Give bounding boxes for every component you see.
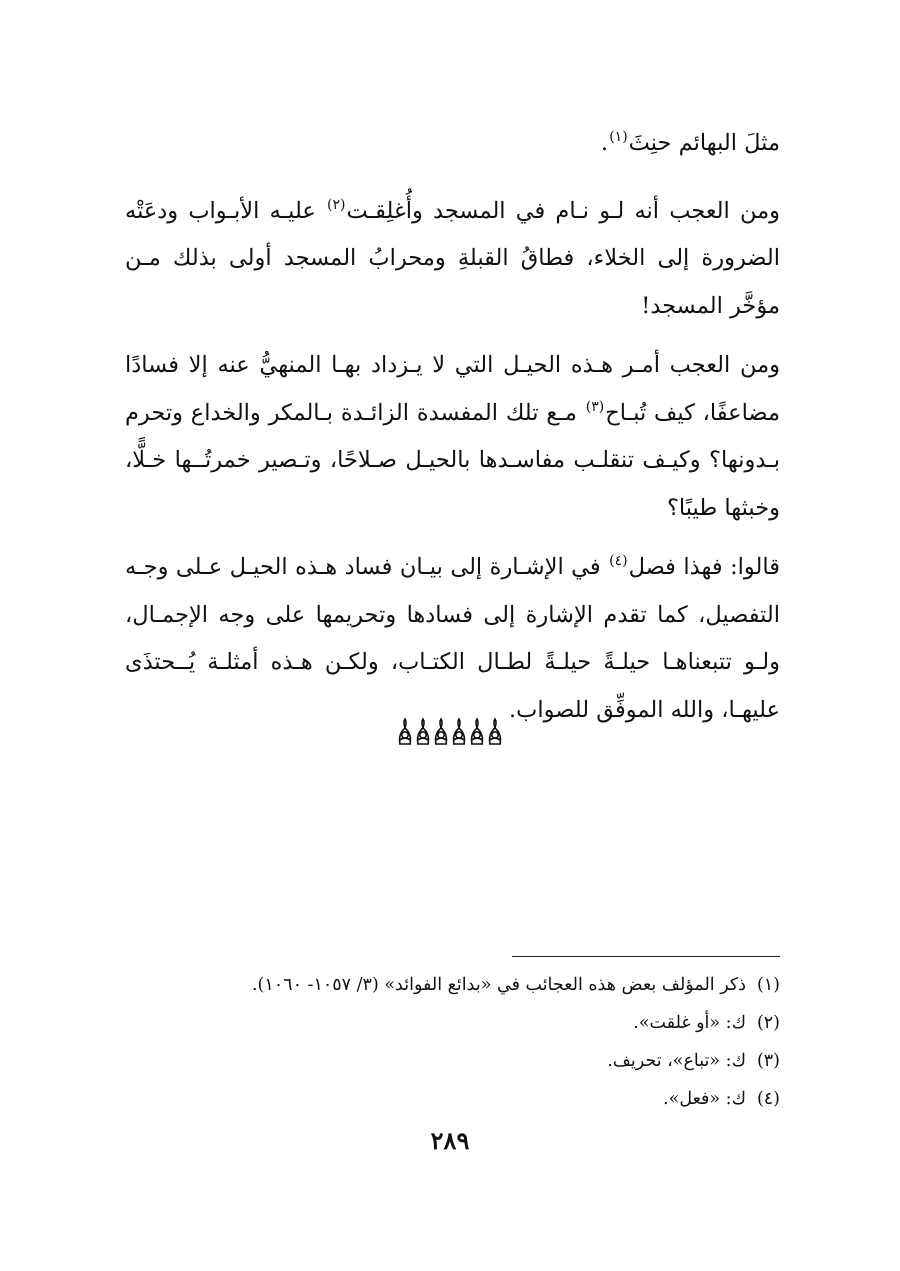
- footnote-1: (١)ذكر المؤلف بعض هذه العجائب في «بدائع الفوائد» (٣/ ١٠٥٧- ١٠٦٠).: [251, 975, 780, 995]
- main-text: [125, 120, 780, 746]
- page-number: ٢٨٩: [430, 1126, 470, 1155]
- footnote-2: (٢)ك: «أو غلقت».: [633, 1013, 780, 1033]
- footnote-separator: [512, 956, 780, 957]
- paragraph-1: مثلَ البهائم حنِثَ$^{(١)}$.: [601, 129, 780, 156]
- footnote-ref-3: (٣): [585, 398, 605, 415]
- paragraph-3: ومن العجب أمـر هـذه الحيـل التي لا يـزداد بهـا المنهيُّ عنه إلا فسادًا مضاعفًا، كيف تُبـاح$^{(٣)}$ مـع تلك المفسدة الزائـدة بـالمكر والخداع وتحرم بـدونها؟ وكيـف تنقلـب مفاسـدها بالحيـل صـلاحًا، وتـصير خمرتُــها خـلًّا، وخبثها طيبًا؟: [125, 352, 780, 521]
- paragraph-2: ومن العجب أنه لـو نـام في المسجد وأُغلِقـت$^{(٢)}$ عليـه الأبـواب ودعَتْه الضرورة إلى الخلاء، فطاقُ القبلةِ ومحرابُ المسجد أولى بذلك مـن مؤخَّر المسجد!: [125, 196, 781, 319]
- paragraph-4: قالوا: فهذا فصل$^{(٤)}$ في الإشـارة إلى بيـان فساد هـذه الحيـل عـلى وجـه التفصيل، كما تقدم الإشارة إلى فسادها وتحريمها على وجه الإجمـال، ولـو تتبعناهـا حيلـةً حيلـةً لطـال الكتـاب، ولكـن هـذه أمثلـة يُــحتذَى عليهـا، والله الموفِّق للصواب.: [125, 553, 780, 723]
- footnote-4: (٤)ك: «فعل».: [663, 1089, 780, 1109]
- footnote-ref-2: (٢): [327, 196, 346, 213]
- footnote-ref-1: (١): [609, 129, 628, 145]
- footnote-3: (٣)ك: «تباع»، تحريف.: [607, 1051, 780, 1071]
- footnotes: [125, 966, 780, 1118]
- footnote-ref-4: (٤): [609, 553, 628, 569]
- floral-ornament-icon: [396, 716, 506, 748]
